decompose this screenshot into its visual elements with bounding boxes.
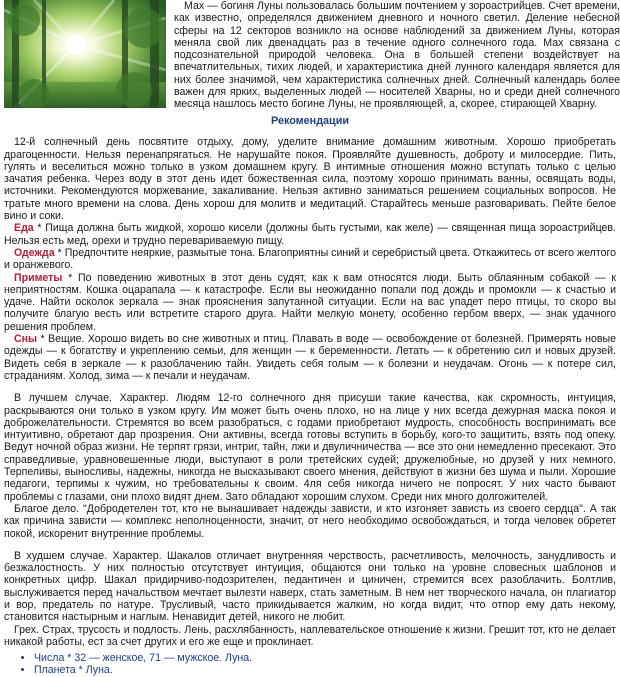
dreams-paragraph [4,333,616,382]
best-case-paragraph: В лучшем случае. Характер. Людям 12-го солнечного дня присуши такие качества, как скромность, интуиция, раскрываются они только в узком кругу. Им может быть очень плохо, но на лице у них всегда дежурная маска покоя и доброжелательности. Стремятся во всем разобраться, с годами приобретают мудрость, способность воспринимать все интуитивно, обретают дар прозрения. Они активны, всегда готовы вступить в борьбу, кого-то защитить, взять под опеку. Ведут ночной образ жизни. Не терпят грязи, интриг, тайн, лжи и двуличничества — все это они немедленно пресекают. Это справедливые, уравновешенные люди, выступают в роли третейских судей; дружелюбные, но друзей у них немного. Терпеливы, выносливы, надежны, никогда не высказывают своего мнения, действуют в жизни без шума и пыли. Хорошие педагоги, терпимы к чужим, но требовательны к своим. 4ля себя никогда ничего не попросят. У них часто бывают проблемы с глазами, они плохо видят днем. Зато обладают хорошим слухом. Среди них много долгожителей. [4,392,616,503]
worst-case-paragraph: В худшем случае. Характер. Шакалов отличает внутренняя черствость, расчетливость, мелочность, занудливость и безжалостность. У них полностью отсутствует интуиция, общаются они только на уровне словесных шаблонов и конкретных цифр. Шакал придирчиво-подозрителен, педантичен и циничен, стремится всех разоблачить. Болтлив, выслуживается перед начальством мечтает вылезти наверх, стать заметным. В нем нет творческого начала, он плагиатор и вор, предатель по натуре. Трусливый, часто прикидывается жалким, но когда видит, что отпор ему дать некому, становится настырным и наглым. Ненавидит детей, никого не любит. [4,549,616,624]
sin-paragraph: Грех. Страх, трусость и подлость. Лень, расхлябанность, наплевательское отношение к жизни. Грешит тот, кто не делает никакой работы, ест за счет других и его же еще и проклинает. [4,623,616,648]
omens-text: * По поведению животных в этот день судят, как к вам относятся люди. Быть облаянным собакой — к неприятностям. Кошка оцарапала — к катастрофе. Если вы неожиданно попали под дождь и промокли — к счастью и удаче. Найти осколок зеркала — знак прояснения запутанной ситуации. Если на вас упадет перо птицы, то скоро вы получите благую весть или встретите старого друга. Найти мелкую монету, особенно гербом вверх, — знак удачного решения проблем. [4,271,616,333]
facts-list [4,652,616,677]
food-label: Еда [14,222,34,235]
clothes-text: * Предпочтите неяркие, размытые тона. Благоприятны синий и серебристый цвета. Откажитесь от всего желтого и оранжевого. [4,246,616,272]
food-text: * Пища должна быть жидкой, хорошо кисели (должны быть густыми, как желе) — священная пища зороастрийцев. Нельзя есть мед, орехи и трудно перевариваемую пищу. [4,222,616,247]
food-paragraph [4,222,616,247]
header-block [4,0,620,111]
dreams-text: * Вещие. Хорошо видеть во сне животных и птиц. Плавать в воде — освобождение от болезней. Примерять новые одежды — к богатству и укреплению семьи, для женщин — к беременности. Летать — к обретению сил и новых друзей. Видеть себя в зеркале — к разоблачению тайн. Увидеть себя голым — к болезни и неудачам. Огонь — к потере сил, страданиям. Холод, зима — к печали и неудачам. [4,333,616,382]
list-item-planet: • Планета * Луна. [34,664,616,676]
dreams-label: Сны [14,333,38,346]
intro-text: Мах — богиня Луны пользовалась большим почтением у зороастрийцев. Счет времени, как известно, определялся движением дневного и ночного светил. Деление небесной сферы на 12 секторов возникло на основе наблюдений за движением Луны, которая меняла свой лик двенадцать раз в течение одного солнечного года. Мах связана с подсознательной природой человека. Она в большей степени воздействует на впечатлительных, тихих людей, и характеристика дней лунного календаря является для них более значимой, чем характеристика солнечных дней. Солнечный календарь более важен для ярких, выделенных людей — носителей Хварны, но и среди дней солнечного месяца нашлось место богине Луны, не проявляющей, а, скорее, стирающей Хварну. [174,0,620,111]
clothes-label: Одежда [14,246,55,259]
omens-label: Приметы [14,271,63,284]
virtue-paragraph: Благое дело. "Добродетелен тот, кто не вынашивает надежды зависти, и кто изгоняет зависть из своего сердца". А так как причина зависти — комплекс неполноценности, значит, от него необходимо освобождаться, и тогда человек обретет покой, искоренит внутренние проблемы. [4,502,616,540]
clothes-paragraph [4,247,616,272]
list-item-numbers: • Числа * 32 — женское, 71 — мужское. Луна. [34,652,616,664]
recommendations-title: Рекомендации [271,115,349,127]
moonlight-forest-image [4,0,166,108]
day-description: 12-й солнечный день посвятите отдыху, дому, уделите внимание домашним животным. Хорошо приобретать драгоценности. Нельзя перенапрягаться. Не нарушайте покоя. Проявляйте душевность, доброту и милосердие. Пить, гулять и веселиться можно только в узком домашнем кругу. В интимные отношения можно вступать только с целью зачатия ребенка. Через воду в этот день идет божественная сила, поэтому хорошо принимать ванны, освящать воды, источники. Рекомендуются моржевание, закаливание. Нельзя активно заниматься решением социальных вопросов. Не тратьте много времени на слова. День хорош для молитв и медитаций. Старайтесь меньше разговаривать. Пейте белое вино и соки. [4,136,616,223]
omens-paragraph [4,272,616,333]
